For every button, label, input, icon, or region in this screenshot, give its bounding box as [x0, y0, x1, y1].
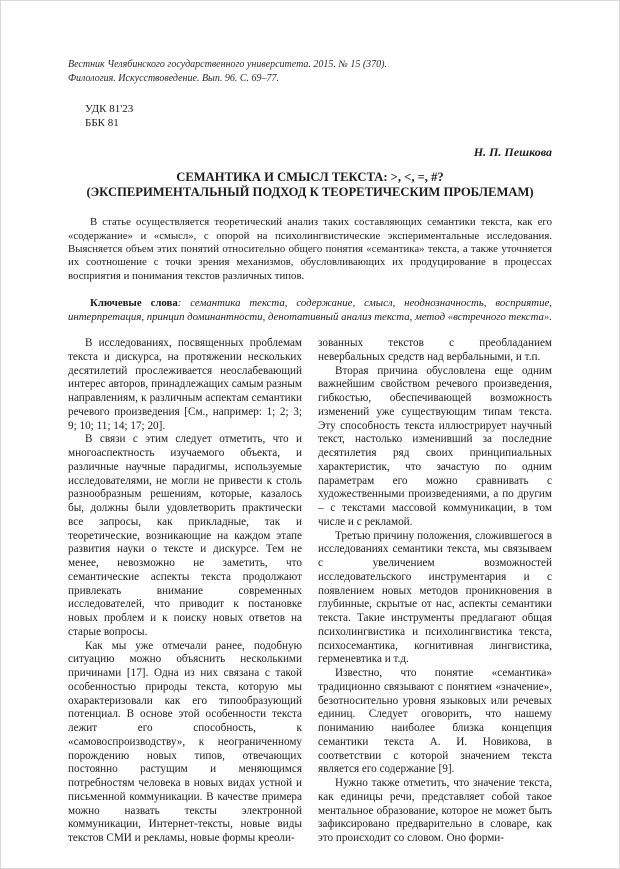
keywords-block [68, 297, 552, 324]
body-paragraph: зованных текстов с преобладанием невербальных средств над вербальными, и т.п. [318, 337, 552, 363]
body-paragraph: Нужно также отметить, что значение текста, как единицы речи, представляет собой такое ментальное образование, которое не может быть зафиксировано предварительно в словаре, как это происходит со словом. Оно форми- [318, 777, 552, 845]
journal-header [68, 58, 552, 85]
keywords-label: Ключевые слова [90, 297, 178, 310]
article-title-line1: СЕМАНТИКА И СМЫСЛ ТЕКСТА: >, <, =, #? [176, 170, 444, 184]
keywords-text: : семантика текста, содержание, смысл, неоднозначность, восприятие, интерпретация, принцип доминантности, денотативный анализ текста, метод «встречного текста». [68, 297, 552, 323]
udc-code: УДК 81'23 [85, 103, 134, 115]
journal-header-line2: Филология. Искусствоведение. Вып. 96. С. 69–77. [68, 72, 279, 84]
abstract-text: В статье осуществляется теоретический анализ таких составляющих семантики текста, как его «содержание» и «смысл», с опорой на психолингвистические экспериментальные исследования. Выясняется объем этих понятий относительно общего понятия «семантика» текста, а также уточняется их соотношение с точки зрения механизмов, обусловливающих их продуцирование в процессах восприятия и понимания текстов различных типов. [68, 216, 552, 282]
article-title-line2: (ЭКСПЕРИМЕНТАЛЬНЫЙ ПОДХОД К ТЕОРЕТИЧЕСКИМ ПРОБЛЕМАМ) [86, 184, 534, 199]
body-paragraph: В связи с этим следует отметить, что и многоаспектность изучаемого объекта, и различные научные парадигмы, используемые исследователями, не могли не привести к столь разнообразным решениям, которые, казалось бы, должны были удовлетворить практически все запросы, как прикладные, так и теоретические, возникающие на каждом этапе развития науки о тексте и дискурсе. Тем не менее, невозможно не заметить, что семантические аспекты текста продолжают привлекать внимание современных исследователей, что приводит к постановке новых проблем и к поиску новых ответов на старые вопросы. [68, 433, 302, 638]
body-paragraph: Известно, что понятие «семантика» традиционно связывают с понятием «значение», безотносительно уровня языковых или речевых единиц. Следует оговорить, что нашему пониманию наиболее близка концепция семантики текста А. И. Новикова, в соответствии с которой значением текста является его содержание [9]. [318, 667, 552, 776]
bbk-code: ББК 81 [85, 117, 119, 129]
body-paragraph: Третью причину положения, сложившегося в исследованиях семантики текста, мы связываем с увеличением возможностей исследовательского инструментария и с появлением новых методов проникновения в глубинные, скрытые от нас, аспекты семантики текста. Такие инструменты предлагают общая психолингвистика и психолингвистика текста, психосемантика, когнитивная лингвистика, герменевтика и т.д. [318, 529, 552, 666]
classification-codes [68, 102, 552, 130]
article-title [68, 170, 552, 199]
body-paragraph: Вторая причина обусловлена еще одним важнейшим свойством речевого произведения, гибкостью, обеспечивающей возможность изменений уже существующим типам текста. Эту способность текста иллюстрирует научный текст, настолько изменивший за последние десятилетия ряд своих принципиальных характеристик, что зачастую по одним параметрам его можно сравнивать с художественными произведениями, а по другим – с текстами массовой коммуникации, в том числе и с рекламой. [318, 364, 552, 528]
body-paragraph: Как мы уже отмечали ранее, подобную ситуацию можно объяснить несколькими причинами [17]. Одна из них связана с такой особенностью природы текста, которую мы охарактеризовали как его типообразующий потенциал. В основе этой особенности текста лежит его способность, к «самовоспроизводству», к неограниченному порождению новых типов, отвечающих постоянно растущим и меняющимся потребностям человека в новых видах устной и письменной коммуникации. В качестве примера можно назвать тексты электронной коммуникации, Интернет-тексты, новые виды текстов СМИ и рекламы, новые формы креоли- [68, 639, 302, 845]
body-columns [68, 337, 552, 846]
right-column [318, 337, 552, 846]
author-name: Н. П. Пешкова [473, 145, 552, 159]
journal-header-line1: Вестник Челябинского государственного университета. 2015. № 15 (370). [68, 59, 388, 70]
left-column [68, 337, 302, 846]
body-paragraph: В исследованиях, посвященных проблемам текста и дискурса, на протяжении нескольких десятилетий прослеживается неослабевающий интерес авторов, принадлежащих самым разным направлениям, к различным аспектам семантики речевого произведения [См., например: 1; 2; 3; 9; 10; 11; 14; 17; 20]. [68, 337, 302, 432]
